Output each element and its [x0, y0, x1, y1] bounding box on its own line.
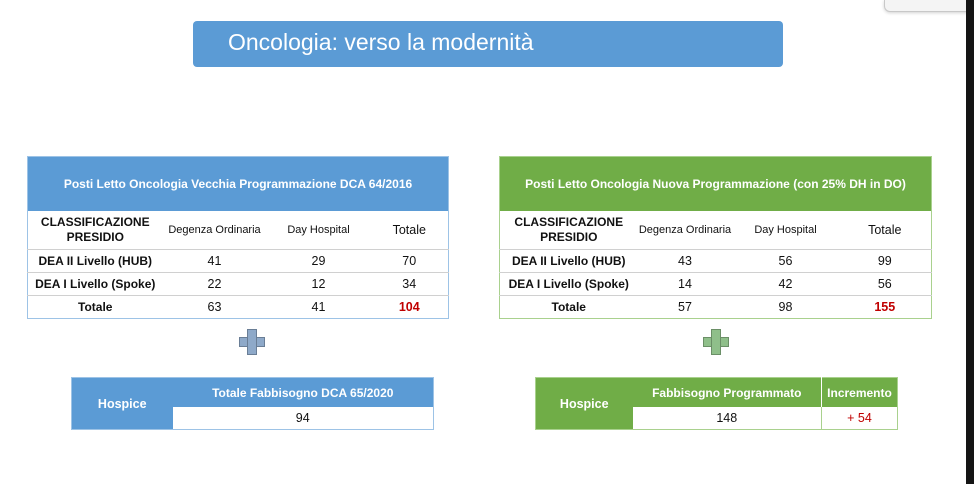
cell-totale: 70	[371, 250, 449, 273]
col-classificazione: CLASSIFICAZIONE PRESIDIO	[514, 215, 624, 244]
cell-totale: 99	[839, 250, 932, 273]
cell-day-hospital: 56	[733, 250, 839, 273]
hospice-label: Hospice	[536, 378, 633, 430]
hospice-label: Hospice	[72, 378, 173, 430]
popup-corner	[884, 0, 974, 12]
cell-totale: 34	[371, 273, 449, 296]
col-classificazione: CLASSIFICAZIONE PRESIDIO	[40, 215, 150, 244]
col-degenza-ordinaria: Degenza Ordinaria	[168, 224, 261, 236]
col-totale: Totale	[392, 223, 426, 237]
row-label: Totale	[28, 296, 163, 319]
table-row	[500, 273, 932, 296]
cell-day-hospital: 12	[267, 273, 371, 296]
row-label: Totale	[500, 296, 638, 319]
row-label: DEA II Livello (HUB)	[28, 250, 163, 273]
row-label: DEA I Livello (Spoke)	[500, 273, 638, 296]
cell-ordinaria: 57	[638, 296, 733, 319]
hospice-old-table	[71, 377, 434, 430]
table-row	[28, 250, 449, 273]
row-label: DEA I Livello (Spoke)	[28, 273, 163, 296]
hospice-value: 94	[173, 407, 434, 430]
cell-day-hospital: 42	[733, 273, 839, 296]
table-row-total	[28, 296, 449, 319]
cell-day-hospital: 98	[733, 296, 839, 319]
row-label: DEA II Livello (HUB)	[500, 250, 638, 273]
cell-totale: 56	[839, 273, 932, 296]
cell-ordinaria: 43	[638, 250, 733, 273]
hospice-header: Totale Fabbisogno DCA 65/2020	[173, 378, 434, 408]
table-row	[500, 250, 932, 273]
cell-ordinaria: 22	[163, 273, 267, 296]
cell-ordinaria: 14	[638, 273, 733, 296]
plus-icon	[703, 329, 729, 355]
hospice-new-table	[535, 377, 898, 430]
cell-ordinaria: 63	[163, 296, 267, 319]
hospice-header-incremento: Incremento	[822, 378, 898, 408]
old-table-header: Posti Letto Oncologia Vecchia Programmazione DCA 64/2016	[28, 157, 449, 212]
cell-grand-total: 104	[371, 296, 449, 319]
old-programming-table	[27, 156, 449, 319]
cell-day-hospital: 41	[267, 296, 371, 319]
table-row-total	[500, 296, 932, 319]
new-table-header: Posti Letto Oncologia Nuova Programmazione (con 25% DH in DO)	[500, 157, 932, 212]
new-programming-table	[499, 156, 932, 319]
cell-day-hospital: 29	[267, 250, 371, 273]
window-edge	[966, 0, 974, 484]
page-title: Oncologia: verso la modernità	[228, 29, 534, 55]
col-day-hospital: Day Hospital	[287, 224, 350, 236]
hospice-value-fabbisogno: 148	[633, 407, 822, 430]
col-totale: Totale	[868, 223, 902, 237]
plus-icon	[239, 329, 265, 355]
col-degenza-ordinaria: Degenza Ordinaria	[638, 224, 732, 236]
cell-grand-total: 155	[839, 296, 932, 319]
table-row	[28, 273, 449, 296]
hospice-header-fabbisogno: Fabbisogno Programmato	[633, 378, 822, 408]
title-banner	[193, 21, 783, 67]
hospice-value-incremento: + 54	[822, 407, 898, 430]
col-day-hospital: Day Hospital	[754, 224, 817, 236]
cell-ordinaria: 41	[163, 250, 267, 273]
